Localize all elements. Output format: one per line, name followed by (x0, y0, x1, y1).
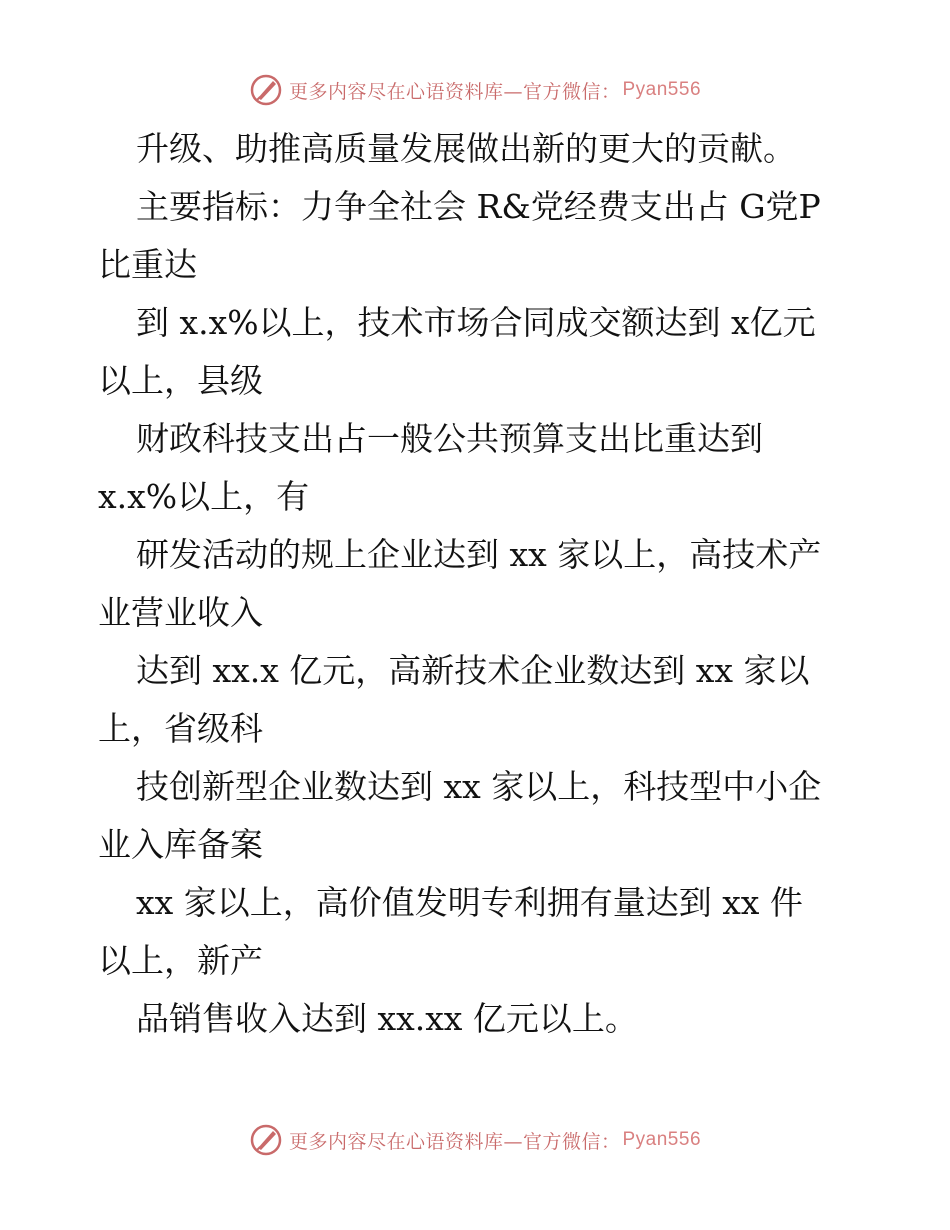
watermark-id: Pyan556 (622, 1129, 702, 1150)
text-line: xx 家以上，高价值发明专利拥有量达到 xx 件 (136, 883, 803, 922)
text-line: 主要指标：力争全社会 R&党经费支出占 G党P (136, 187, 821, 226)
text-line: 技创新型企业数达到 xx 家以上，科技型中小企 (136, 767, 822, 806)
text-line: 比重达 (98, 245, 197, 284)
text-line: 达到 xx.x 亿元，高新技术企业数达到 xx 家以 (136, 651, 810, 690)
watermark-id: Pyan556 (622, 79, 702, 100)
text-line: 以上，新产 (98, 941, 263, 980)
header-watermark (0, 70, 950, 110)
text-line: 到 x.x%以上，技术市场合同成交额达到 x亿元 (136, 303, 816, 342)
text-line: 升级、助推高质量发展做出新的更大的贡献。 (136, 129, 796, 168)
body-text (98, 120, 868, 1048)
text-line: 业营业收入 (98, 593, 263, 632)
text-line: 业入库备案 (98, 825, 263, 864)
footer-watermark (0, 1120, 950, 1160)
watermark-text: 更多内容尽在心语资料库—官方微信： (288, 80, 621, 103)
text-line: 财政科技支出占一般公共预算支出比重达到 (136, 419, 763, 458)
text-line: 研发活动的规上企业达到 xx 家以上，高技术产 (136, 535, 822, 574)
watermark-text: 更多内容尽在心语资料库—官方微信： (288, 1130, 621, 1153)
text-line: 上，省级科 (98, 709, 263, 748)
text-line: 以上，县级 (98, 361, 263, 400)
quill-logo-icon (249, 73, 283, 107)
quill-logo-icon (249, 1123, 283, 1157)
text-line: 品销售收入达到 xx.xx 亿元以上。 (136, 999, 638, 1038)
text-line: x.x%以上，有 (98, 477, 310, 516)
